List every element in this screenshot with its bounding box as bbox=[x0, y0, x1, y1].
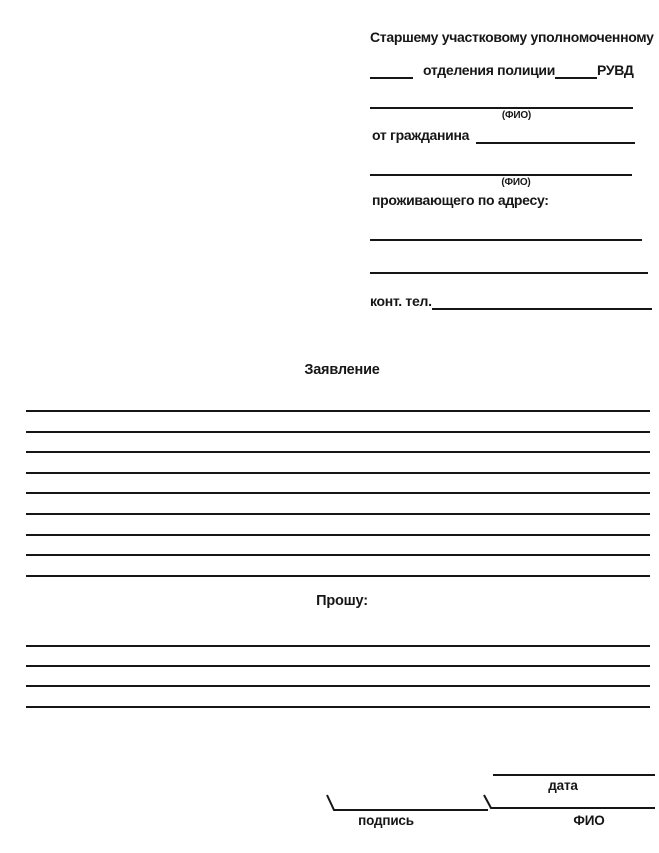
signature-blank[interactable] bbox=[327, 795, 488, 810]
fio-caption-1: (ФИО) bbox=[501, 110, 532, 121]
date-label: дата bbox=[548, 778, 578, 793]
addressee-line2-text: отделения полиции bbox=[423, 62, 556, 78]
addressee-line2-suffix: РУВД bbox=[597, 62, 634, 78]
signature-label: подпись bbox=[358, 813, 414, 828]
fio-caption-2: (ФИО) bbox=[501, 177, 531, 188]
phone-label: конт. тел. bbox=[370, 293, 432, 309]
fio-label: ФИО bbox=[573, 813, 605, 828]
fio-blank[interactable] bbox=[484, 795, 655, 808]
from-citizen-label: от гражданина bbox=[372, 127, 470, 143]
request-title: Прошу: bbox=[316, 593, 368, 609]
residing-label: проживающего по адресу: bbox=[372, 192, 549, 208]
statement-title: Заявление bbox=[304, 362, 380, 378]
addressee-line1: Старшему участковому уполномоченному bbox=[370, 29, 654, 45]
